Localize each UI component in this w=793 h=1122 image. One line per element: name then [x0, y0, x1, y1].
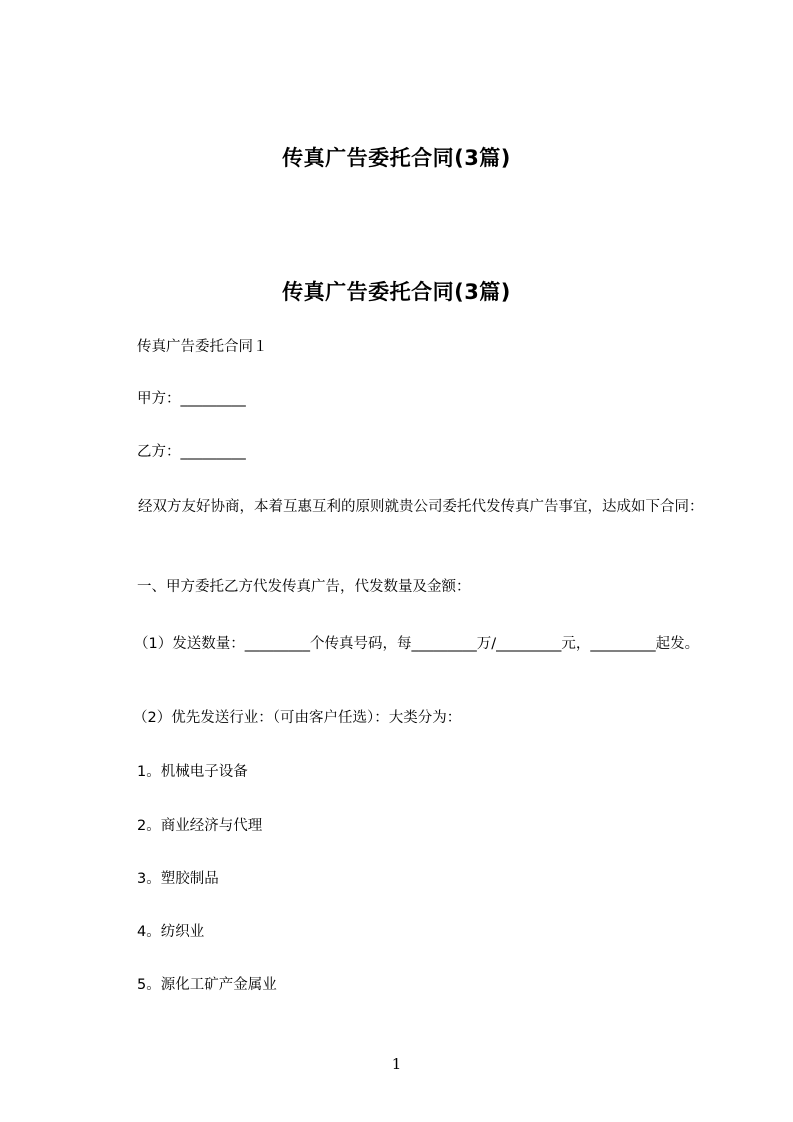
main-title: 传真广告委托合同(3篇)	[282, 280, 511, 304]
intro-paragraph: 经双方友好协商，本着互惠互利的原则就贵公司委托代发传真广告事宜，达成如下合同：	[138, 499, 704, 515]
industry-item: 3。塑胶制品	[137, 871, 219, 887]
industry-item: 1。机械电子设备	[137, 764, 248, 780]
clause-1-heading: 一、甲方委托乙方代发传真广告，代发数量及金额：	[137, 579, 471, 595]
party-b-line: 乙方：_________	[137, 444, 246, 460]
industry-item: 5。源化工矿产金属业	[137, 977, 277, 993]
cover-title: 传真广告委托合同(3篇)	[282, 146, 511, 170]
industry-item: 4。纺织业	[137, 924, 205, 940]
section-heading: 传真广告委托合同１	[137, 339, 268, 355]
page-number: 1	[391, 1055, 402, 1073]
party-a-line: 甲方：_________	[137, 391, 246, 407]
industry-item: 2。商业经济与代理	[137, 818, 263, 834]
clause-1-2-paragraph: （2）优先发送行业：（可由客户任选）：大类分为：	[133, 710, 462, 726]
clause-1-1-paragraph: （1）发送数量：_________个传真号码，每_________万/_________元，_________起发。	[134, 636, 700, 652]
